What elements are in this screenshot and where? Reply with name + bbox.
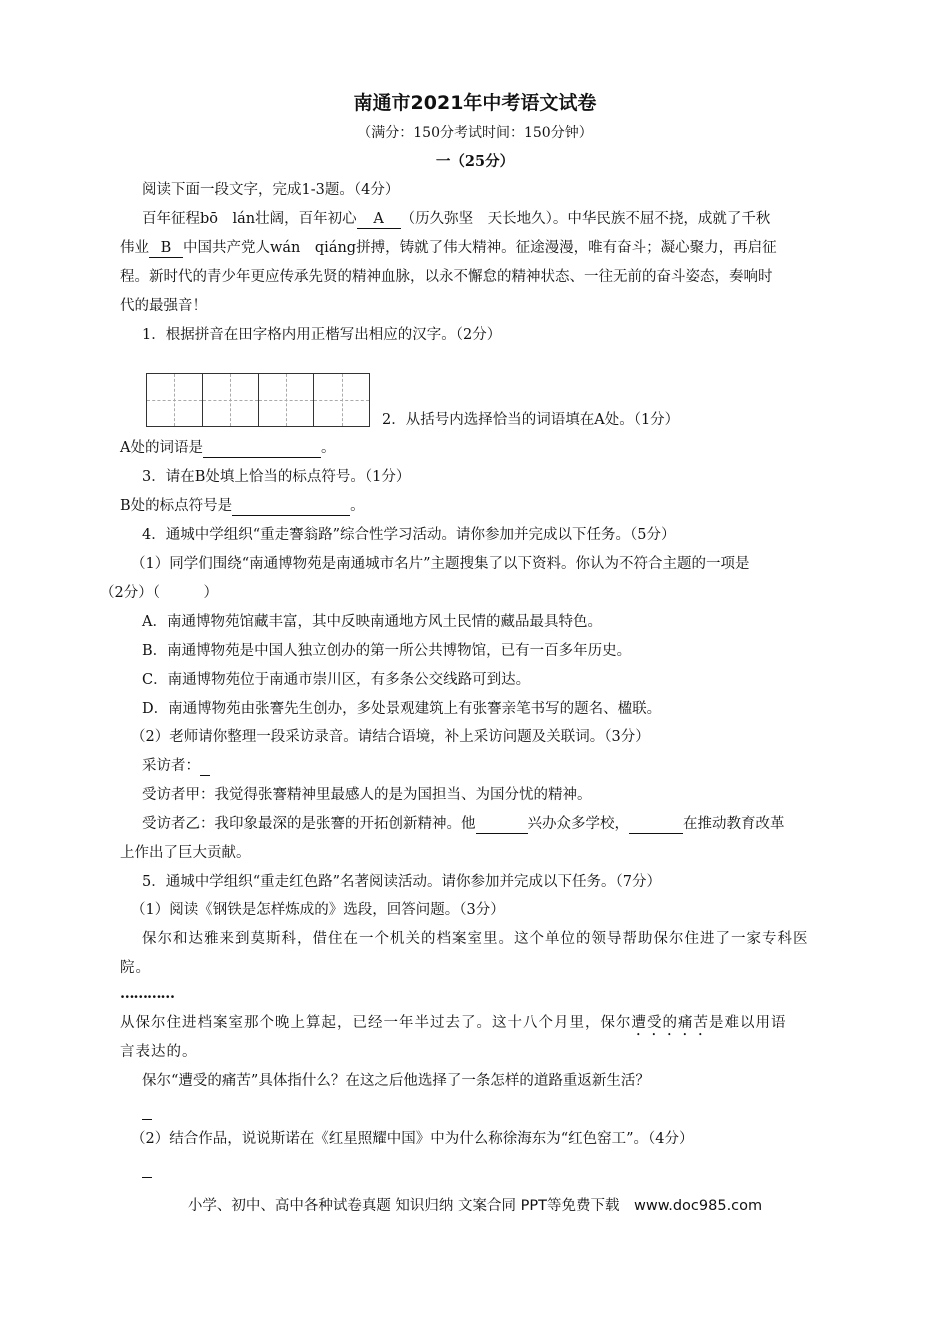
passage-intro: 阅读下面一段文字，完成1-3题。（4分） bbox=[142, 182, 400, 198]
question-4-1-score: （2分）（ ） bbox=[100, 585, 218, 601]
answer-line-b: B处的标点符号是 。 bbox=[120, 498, 365, 514]
question-4: 4．通城中学组织“重走謇翁路”综合性学习活动。请你参加并完成以下任务。（5分） bbox=[142, 527, 676, 543]
passage-line-1 bbox=[142, 209, 770, 229]
question-3: 3．请在B处填上恰当的标点符号。（1分） bbox=[142, 469, 411, 485]
grid-cell[interactable] bbox=[259, 374, 315, 426]
answer-blank-a[interactable] bbox=[203, 440, 321, 458]
excerpt-line-4: 言表达的。 bbox=[120, 1044, 198, 1060]
page-title: 南通市2021年中考语文试卷 bbox=[353, 92, 597, 114]
question-5: 5．通城中学组织“重走红色路”名著阅读活动。请你参加并完成以下任务。（7分） bbox=[142, 874, 662, 890]
question-1: 1．根据拼音在田字格内用正楷写出相应的汉字。（2分） bbox=[142, 327, 502, 343]
question-5-2: （2）结合作品，说说斯诺在《红星照耀中国》中为什么称徐海东为“红色窑工”。（4分） bbox=[131, 1131, 694, 1147]
footer-text: 小学、初中、高中各种试卷真题 知识归纳 文案合同 PPT等免费下载 www.doc985.com bbox=[187, 1198, 763, 1214]
grid-cell[interactable] bbox=[147, 374, 203, 426]
question-5-1-prompt: 保尔“遭受的痛苦”具体指什么？在这之后他选择了一条怎样的道路重返新生活？ bbox=[142, 1073, 650, 1089]
interviewee-text: 受访者乙：我印象最深的是张謇的开拓创新精神。他 bbox=[142, 816, 476, 832]
answer-line-a: A处的词语是 。 bbox=[120, 440, 336, 456]
grid-cell[interactable] bbox=[203, 374, 259, 426]
blank-b[interactable]: B bbox=[149, 240, 183, 258]
interviewee-b bbox=[142, 814, 785, 834]
answer-blank-b[interactable] bbox=[232, 498, 350, 516]
grid-cell[interactable] bbox=[314, 374, 369, 426]
interviewee-b-cont: 上作出了巨大贡献。 bbox=[120, 845, 251, 861]
interviewer-line bbox=[142, 756, 210, 776]
question-4-1: （1）同学们围绕“南通博物苑是南通城市名片”主题搜集了以下资料。你认为不符合主题的一项是 bbox=[131, 556, 750, 572]
question-5-1: （1）阅读《钢铁是怎样炼成的》选段，回答问题。（3分） bbox=[131, 902, 505, 918]
excerpt-text: 从保尔住进档案室那个晚上算起，已经一年半过去了。这十八个月里，保尔 bbox=[120, 1015, 632, 1031]
interviewer-label: 采访者： bbox=[142, 758, 200, 774]
passage-text: 伟业 bbox=[120, 240, 149, 256]
option-b[interactable]: B．南通博物苑是中国人独立创办的第一所公共博物馆，已有一百多年历史。 bbox=[142, 643, 632, 659]
excerpt-line-1: 保尔和达雅来到莫斯科，借住在一个机关的档案室里。这个单位的领导帮助保尔住进了一家专科医 bbox=[142, 931, 809, 947]
excerpt-text: 是难以用语 bbox=[709, 1015, 787, 1031]
tianzige-grid[interactable] bbox=[146, 373, 370, 427]
question-2: 2．从括号内选择恰当的词语填在A处。（1分） bbox=[382, 412, 680, 428]
question-4-2: （2）老师请你整理一段采访录音。请结合语境，补上采访问题及关联词。（3分） bbox=[131, 729, 650, 745]
answer-blank-5-2[interactable] bbox=[142, 1158, 152, 1178]
option-a[interactable]: A．南通博物苑馆藏丰富，其中反映南通地方风土民情的藏品最具特色。 bbox=[142, 614, 602, 630]
passage-text: 中国共产党人wán qiáng拼搏，铸就了伟大精神。征途漫漫，唯有奋斗；凝心聚力，再启征 bbox=[183, 240, 777, 256]
excerpt-ellipsis: ………… bbox=[120, 985, 174, 1002]
answer-blank-5-1[interactable] bbox=[142, 1100, 152, 1120]
passage-text: （历久弥坚 天长地久）。中华民族不屈不挠，成就了千秋 bbox=[400, 211, 771, 227]
answer-label: B处的标点符号是 bbox=[120, 498, 233, 514]
excerpt-line-2: 院。 bbox=[120, 960, 151, 976]
passage-line-4: 代的最强音！ bbox=[120, 298, 207, 314]
conjunction-blank-1[interactable] bbox=[476, 816, 528, 834]
option-d[interactable]: D．南通博物苑由张謇先生创办，多处景观建筑上有张謇亲笔书写的题名、楹联。 bbox=[142, 701, 662, 717]
interviewee-a: 受访者甲：我觉得张謇精神里最感人的是为国担当、为国分忧的精神。 bbox=[142, 787, 592, 803]
passage-line-2 bbox=[120, 238, 777, 258]
blank-a[interactable]: A bbox=[357, 211, 401, 229]
excerpt-line-3 bbox=[120, 1013, 787, 1039]
answer-label: A处的词语是 bbox=[120, 440, 203, 456]
interviewee-text: 兴办众多学校， bbox=[527, 816, 629, 832]
emphasized-phrase: 遭受的痛苦 bbox=[631, 1015, 709, 1031]
passage-line-3: 程。新时代的青少年更应传承先贤的精神血脉，以永不懈怠的精神状态、一往无前的奋斗姿态，奏响时 bbox=[120, 269, 773, 285]
exam-info: （满分：150分考试时间：150分钟） bbox=[357, 125, 593, 141]
passage-text: 百年征程bō lán壮阔，百年初心 bbox=[142, 211, 357, 227]
interviewer-blank[interactable] bbox=[200, 758, 210, 776]
interviewee-text: 在推动教育改革 bbox=[683, 816, 785, 832]
conjunction-blank-2[interactable] bbox=[629, 816, 683, 834]
section-heading: 一（25分） bbox=[435, 153, 515, 170]
option-c[interactable]: C．南通博物苑位于南通市崇川区，有多条公交线路可到达。 bbox=[142, 672, 531, 688]
